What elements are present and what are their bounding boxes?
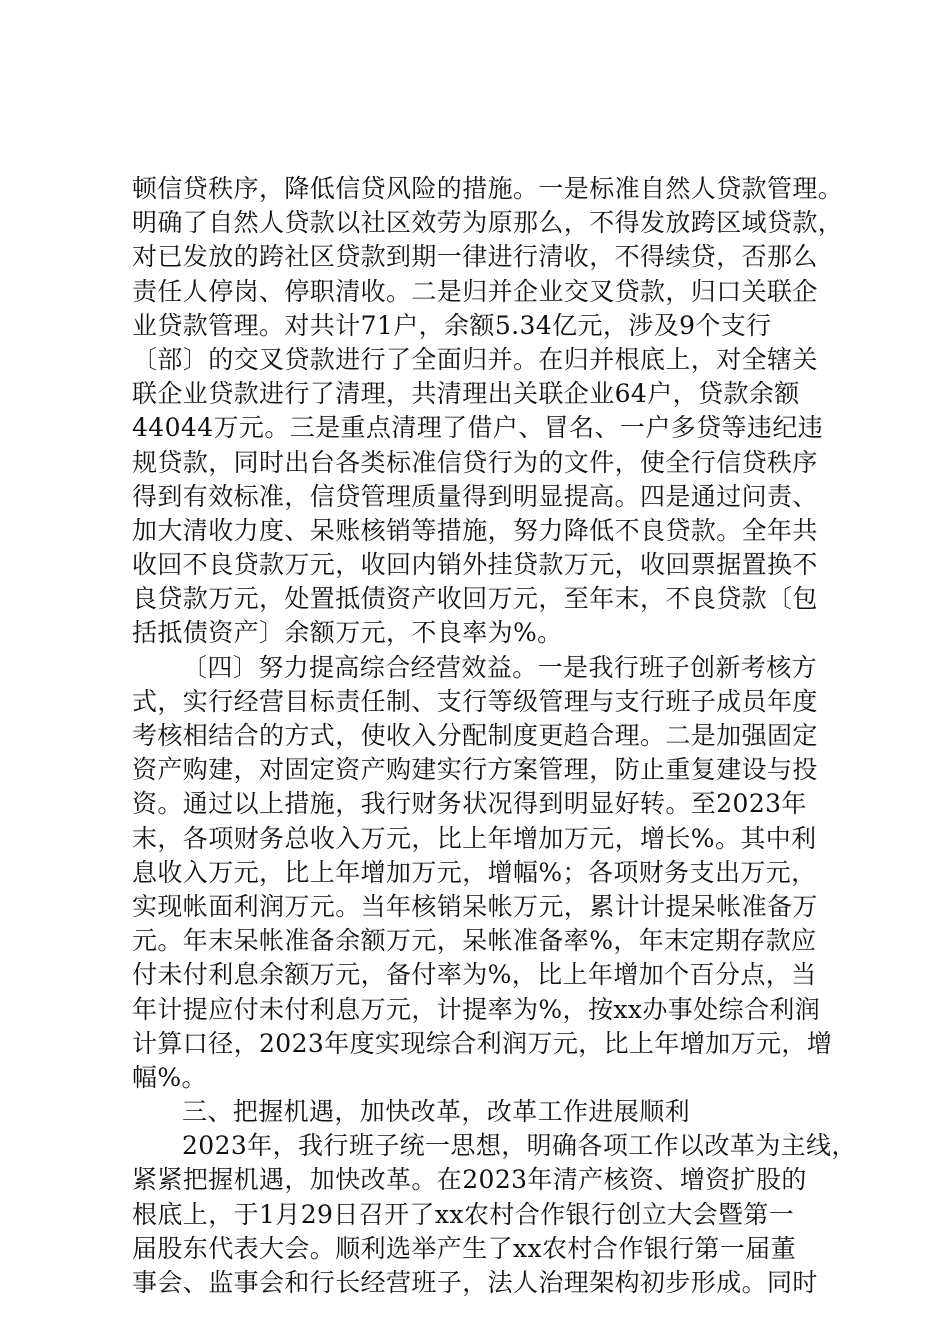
text-line: 年计提应付未付利息万元，计提率为%，按xx办事处综合利润 [132, 994, 821, 1024]
text-line: 根底上，于1月29日召开了xx农村合作银行创立大会暨第一 [132, 1199, 795, 1229]
text-line: 幅%。 [132, 1062, 207, 1092]
text-line: 息收入万元，比上年增加万元，增幅%；各项财务支出万元， [132, 857, 817, 887]
text-line: 加大清收力度、呆账核销等措施，努力降低不良贷款。全年共 [132, 515, 818, 545]
text-line: 对已发放的跨社区贷款到期一律进行清收，不得续贷，否那么 [132, 242, 818, 272]
text-line: 事会、监事会和行长经营班子，法人治理架构初步形成。同时 [132, 1268, 818, 1297]
section-heading: 三、把握机遇，加快改革，改革工作进展顺利 [182, 1097, 691, 1127]
text-line: 联企业贷款进行了清理，共清理出关联企业64户，贷款余额 [132, 379, 800, 409]
text-line: 元。年末呆帐准备余额万元，呆帐准备率%，年末定期存款应 [132, 926, 817, 956]
text-line: 良贷款万元，处置抵债资产收回万元，至年末，不良贷款〔包 [132, 584, 818, 614]
text-line: 末，各项财务总收入万元，比上年增加万元，增长%。其中利 [132, 823, 817, 853]
paragraph-start-line: 2023年，我行班子统一思想，明确各项工作以改革为主线， [182, 1131, 857, 1161]
text-line: 资。通过以上措施，我行财务状况得到明显好转。至2023年 [132, 789, 807, 819]
text-line: 资产购建，对固定资产购建实行方案管理，防止重复建设与投 [132, 755, 818, 785]
text-line: 规贷款，同时出台各类标准信贷行为的文件，使全行信贷秩序 [132, 447, 818, 477]
text-line: 业贷款管理。对共计71户，余额5.34亿元，涉及9个支行 [132, 310, 772, 340]
text-line: 式，实行经营目标责任制、支行等级管理与支行班子成员年度 [132, 686, 818, 716]
paragraph-start-line: 〔四〕努力提高综合经营效益。一是我行班子创新考核方 [182, 652, 818, 682]
text-line: 责任人停岗、停职清收。二是归并企业交叉贷款，归口关联企 [132, 276, 818, 306]
text-line: 顿信贷秩序，降低信贷风险的措施。一是标准自然人贷款管理。 [132, 174, 844, 203]
text-line: 收回不良贷款万元，收回内销外挂贷款万元，收回票据置换不 [132, 550, 818, 580]
document-body [132, 172, 857, 1300]
text-line: 计算口径，2023年度实现综合利润万元，比上年增加万元，增 [132, 1028, 833, 1058]
text-line: 44044万元。三是重点清理了借户、冒名、一户多贷等违纪违 [132, 413, 824, 443]
text-line: 得到有效标准，信贷管理质量得到明显提高。四是通过问责、 [132, 481, 818, 511]
text-line: 〔部〕的交叉贷款进行了全面归并。在归并根底上，对全辖关 [132, 344, 818, 374]
text-line: 付未付利息余额万元，备付率为%，比上年增加个百分点，当 [132, 960, 817, 990]
text-line: 明确了自然人贷款以社区效劳为原那么，不得发放跨区域贷款， [132, 208, 844, 238]
text-line: 紧紧把握机遇，加快改革。在2023年清产核资、增资扩股的 [132, 1165, 807, 1195]
text-line: 括抵债资产〕余额万元，不良率为%。 [132, 618, 563, 648]
text-line: 届股东代表大会。顺利选举产生了xx农村合作银行第一届董 [132, 1233, 797, 1263]
text-line: 实现帐面利润万元。当年核销呆帐万元，累计计提呆帐准备万 [132, 891, 818, 921]
text-line: 考核相结合的方式，使收入分配制度更趋合理。二是加强固定 [132, 721, 818, 750]
